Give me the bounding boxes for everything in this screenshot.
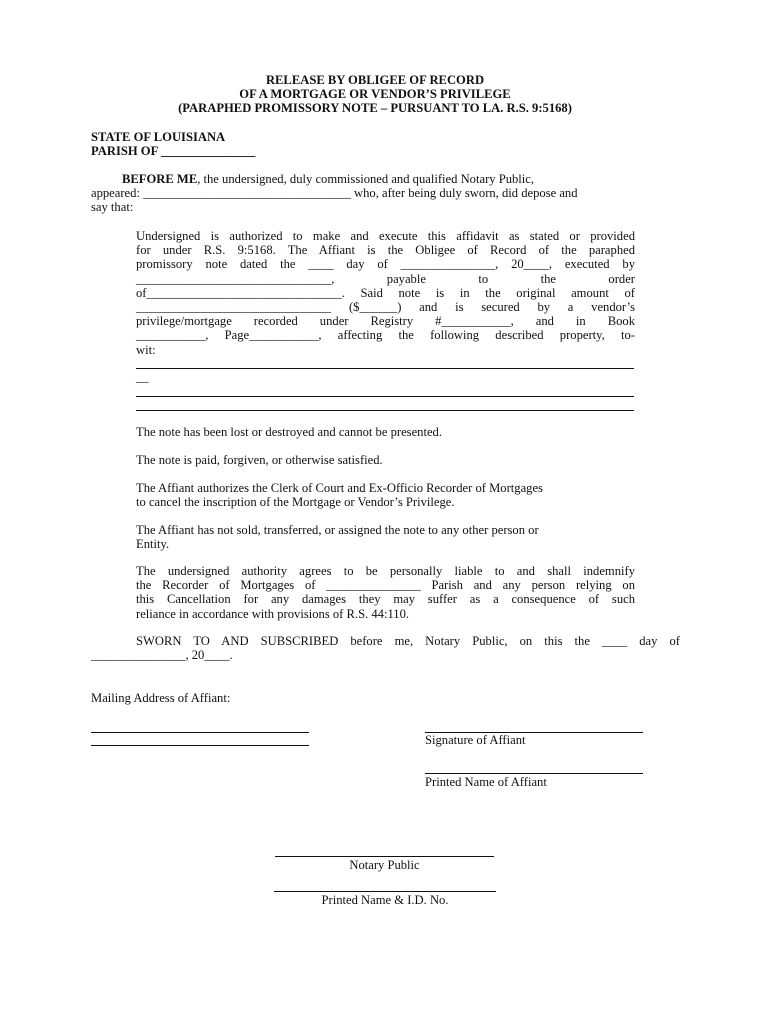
statement-liable-line-4: reliance in accordance with provisions of R.S. 44:110.: [136, 606, 410, 621]
document-title: [90, 73, 660, 116]
property-description-line: [136, 368, 634, 369]
before-me-bold: BEFORE ME: [122, 172, 198, 186]
before-me-line-3: say that:: [91, 200, 134, 215]
statement-liable: [136, 564, 635, 621]
mailing-address-line: [91, 732, 309, 733]
affidavit-line: _______________________________ ($______) and is secured by a vendor’s: [136, 300, 635, 315]
affidavit-line: of_______________________________. Said note is in the original amount of: [136, 285, 635, 300]
notary-id-line: [274, 891, 496, 892]
statement-paid: The note is paid, forgiven, or otherwise satisfied.: [136, 453, 383, 467]
state-line: STATE OF LOUISIANA: [91, 130, 226, 144]
affidavit-line: _______________________________, payable to the order: [136, 271, 635, 286]
property-description-line: [136, 410, 634, 411]
printed-name-id-label: Printed Name & I.D. No.: [321, 893, 449, 907]
statement-liable-line-2: the Recorder of Mortgages of _______________ Parish and any person relying on: [136, 578, 635, 593]
affidavit-line: ___________, Page___________, affecting the following described property, to-: [136, 328, 635, 343]
sworn-line-2: _______________, 20____.: [91, 648, 233, 663]
before-me-line-1: , the undersigned, duly commissioned and qualified Notary Public,: [197, 172, 535, 186]
before-me-line-2: appeared: _________________________________ who, after being duly sworn, did depose and: [91, 186, 578, 201]
affidavit-line: privilege/mortgage recorded under Registry #___________, and in Book: [136, 314, 635, 329]
statement-not-sold-line-2: Entity.: [136, 537, 170, 552]
sworn-line-1: SWORN TO AND SUBSCRIBED before me, Notary Public, on this the ____ day of: [136, 634, 680, 648]
statement-not-sold: [136, 523, 539, 551]
property-description-line: [136, 396, 634, 397]
statement-liable-line-1: The undersigned authority agrees to be personally liable to and shall indemnify: [136, 564, 635, 578]
venue-block: [91, 130, 255, 158]
printed-name-line: [425, 773, 643, 774]
title-line-2: OF A MORTGAGE OR VENDOR’S PRIVILEGE: [239, 87, 511, 102]
statement-not-sold-line-1: The Affiant has not sold, transferred, or assigned the note to any other person or: [136, 523, 539, 537]
property-description-tail: __: [136, 370, 149, 384]
affidavit-paragraph: [136, 229, 635, 357]
affidavit-line: promissory note dated the ____ day of _______________, 20____, executed by: [136, 257, 635, 272]
parish-line: PARISH OF _______________: [91, 144, 256, 159]
mailing-address-line: [91, 745, 309, 746]
title-line-1: RELEASE BY OBLIGEE OF RECORD: [265, 73, 485, 87]
affiant-signature-label: Signature of Affiant: [425, 733, 526, 747]
statement-lost: The note has been lost or destroyed and cannot be presented.: [136, 425, 442, 439]
notary-signature-line: [275, 856, 494, 857]
before-me-paragraph: [91, 172, 661, 215]
affidavit-line: for under R.S. 9:5168. The Affiant is the Obligee of Record of the paraphed: [136, 243, 635, 258]
printed-name-label: Printed Name of Affiant: [425, 775, 547, 789]
affidavit-line: Undersigned is authorized to make and execute this affidavit as stated or provided: [136, 229, 635, 243]
statement-authorize-line-2: to cancel the inscription of the Mortgage or Vendor’s Privilege.: [136, 495, 455, 510]
affidavit-last-line: wit:: [136, 342, 156, 357]
title-line-3: (PARAPHED PROMISSORY NOTE – PURSUANT TO LA. R.S. 9:5168): [178, 101, 572, 116]
statement-authorize: [136, 481, 543, 509]
mailing-address-label: Mailing Address of Affiant:: [91, 691, 231, 705]
statement-authorize-line-1: The Affiant authorizes the Clerk of Court and Ex-Officio Recorder of Mortgages: [136, 481, 543, 495]
notary-public-label: Notary Public: [349, 858, 420, 872]
statement-liable-line-3: this Cancellation for any damages they may suffer as a consequence of such: [136, 592, 635, 607]
sworn-paragraph: [91, 634, 680, 662]
